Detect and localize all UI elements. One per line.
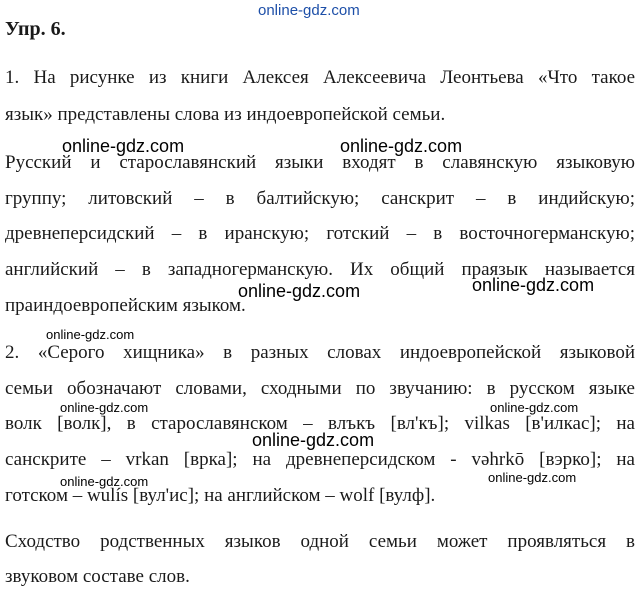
text-line: 2. «Серого хищника» в разных словах индоевропейской языковой	[5, 342, 635, 363]
exercise-title: Упр. 6.	[5, 18, 66, 40]
watermark-top: online-gdz.com	[258, 2, 360, 19]
text-line: волк [волк], в старославянском – влъкъ [вл'къ]; vilkas [в'илкас]; на	[5, 413, 635, 434]
watermark: online-gdz.com	[60, 400, 149, 415]
text-line: звуковом составе слов.	[5, 566, 190, 587]
text-line: 1. На рисунке из книги Алексея Алексеевича Леонтьева «Что такое	[5, 67, 635, 88]
watermark: online-gdz.com	[252, 430, 375, 450]
watermark: online-gdz.com	[488, 470, 577, 485]
watermark: online-gdz.com	[490, 400, 579, 415]
watermark: online-gdz.com	[340, 136, 463, 156]
text-line: готском – wulís [вул'ис]; на английском – wolf [вулф].	[5, 485, 436, 506]
text-line: семьи обозначают словами, сходными по звучанию: в русском языке	[5, 378, 635, 399]
text-line: Сходство родственных языков одной семьи может проявляться в	[5, 531, 635, 552]
text-line: группу; литовский – в балтийскую; санскрит – в индийскую;	[5, 188, 635, 209]
watermark: online-gdz.com	[238, 281, 361, 301]
watermark: online-gdz.com	[60, 474, 149, 489]
watermark: online-gdz.com	[46, 327, 135, 342]
text-line: язык» представлены слова из индоевропейской семьи.	[5, 104, 446, 125]
text-line: древнеперсидский – в иранскую; готский – в восточногерманскую;	[5, 223, 635, 244]
text-line: Русский и старославянский языки входят в славянскую языковую	[5, 152, 635, 173]
text-line: английский – в западногерманскую. Их общий праязык называется	[5, 259, 635, 280]
text-line: санскрите – vrkan [врка]; на древнеперсидском - vəhrkō [вэрко]; на	[5, 449, 635, 470]
text-line: праиндоевропейским языком.	[5, 295, 246, 316]
watermark: online-gdz.com	[62, 136, 185, 156]
watermark: online-gdz.com	[472, 275, 595, 295]
